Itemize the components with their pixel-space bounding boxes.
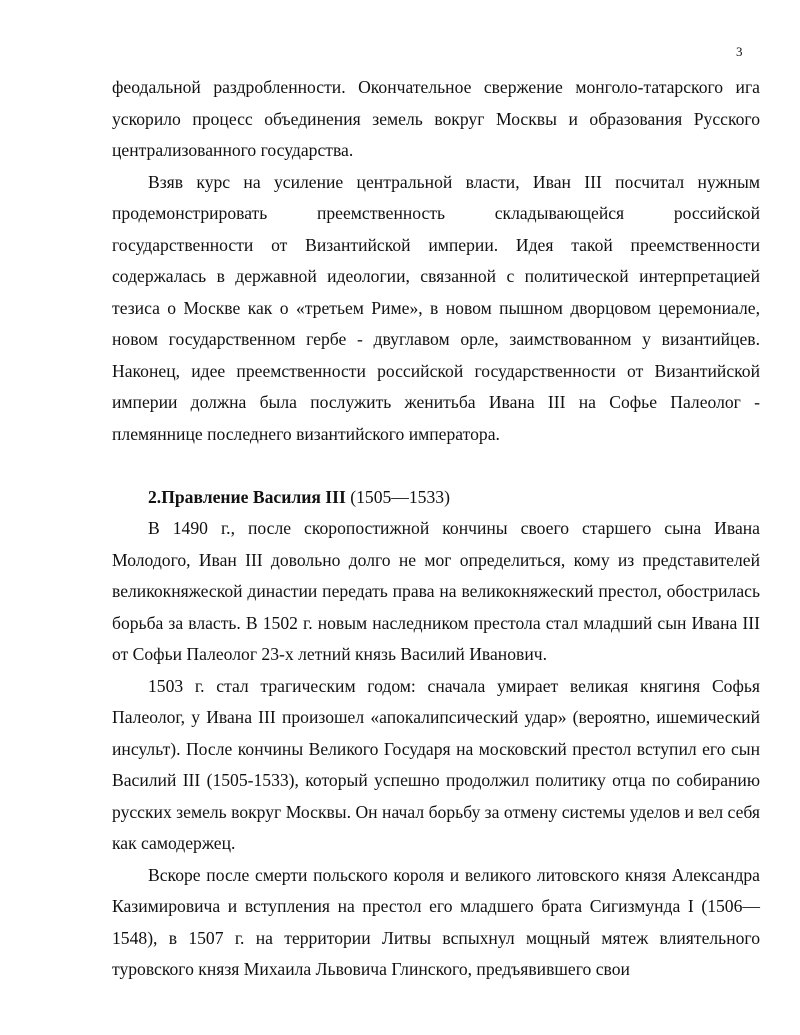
paragraph: феодальной раздробленности. Окончательное свержение монголо-татарского ига ускорило процесс объединения земель вокруг Москвы и образования Русского централизованного государства.	[112, 77, 760, 160]
paragraph: 1503 г. стал трагическим годом: сначала умирает великая княгиня Софья Палеолог, у Ивана III произошел «апокалипсический удар» (вероятно, ишемический инсульт). После кончины Великого Государя на московский престол вступил его сын Василий III (1505-1533), который успешно продолжил политику отца по собиранию русских земель вокруг Москвы. Он начал борьбу за отмену системы уделов и вел себя как самодержец.	[112, 675, 760, 853]
section-heading	[112, 482, 760, 514]
paragraph: Взяв курс на усиление центральной власти, Иван III посчитал нужным продемонстрировать преемственность складывающейся российской государственности от Византийской империи. Идея такой преемственности содержалась в державной идеологии, связанной с политической интерпретацией тезиса о Москве как о «третьем Риме», в новом пышном дворцовом церемониале, новом государственном гербе - двуглавом орле, заимствованном у византийцев. Наконец, идее преемственности российской государственности от Византийской империи должна была послужить женитьба Ивана III на Софье Палеолог - племяннице последнего византийского императора.	[112, 171, 760, 444]
section-heading-title: 2.Правление Василия III	[148, 486, 346, 507]
paragraph: Вскоре после смерти польского короля и великого литовского князя Александра Казимировича и вступления на престол его младшего брата Сигизмунда I (1506—1548), в 1507 г. на территории Литвы вспыхнул мощный мятеж влиятельного туровского князя Михаила Львовича Глинского, предъявившего свои	[112, 864, 760, 979]
section-heading-years: (1505—1533)	[345, 486, 450, 507]
page-number: 3	[736, 44, 743, 59]
paragraph: В 1490 г., после скоропостижной кончины своего старшего сына Ивана Молодого, Иван III довольно долго не мог определиться, кому из представителей великокняжеской династии передать права на великокняжеский престол, обострилась борьба за власть. В 1502 г. новым наследником престола стал младший сын Ивана III от Софьи Палеолог 23-х летний князь Василий Иванович.	[112, 518, 760, 664]
page-body	[112, 72, 760, 986]
